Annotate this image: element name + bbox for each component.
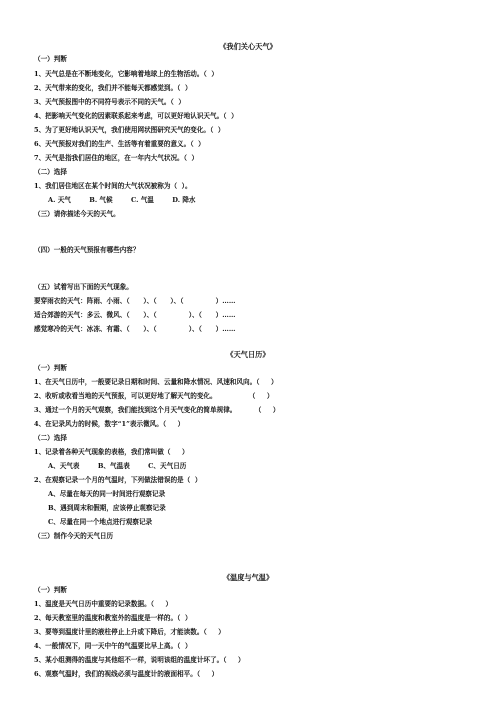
choice-question: 1、我们居住地区在某个时间的大气状况被称为（ ）。 — [34, 182, 192, 190]
judge-heading: （一）判断 — [34, 364, 67, 372]
judge-item: 2、天气带来的变化，我们并不能每天都感觉到。（ ） — [34, 84, 192, 92]
judge-item: 2、收听或收看当地的天气预报，可以更好地了解天气的变化。 （ ） — [34, 392, 274, 400]
choice-options: A. 天气 B. 气候 C. 气温 D. 降水 — [48, 196, 196, 204]
make-heading: （三）制作今天的天气日历 — [34, 532, 114, 540]
write-item: 要穿雨衣的天气：阵雨、小雨、（ ）、（ ）、（ ）…… — [34, 297, 236, 305]
choice-heading: （二）选择 — [34, 434, 67, 442]
judge-item: 3、天气预报图中的不同符号表示不同的天气。（ ） — [34, 98, 185, 106]
judge-item: 1、天气总是在不断地变化，它影响着地球上的生物活动。（ ） — [34, 70, 218, 78]
judge-item: 6、天气预报对我们的生产、生活等有着重要的意义。（ ） — [34, 140, 205, 148]
choice-options: A、天气表 B、气温表 C、天气日历 — [48, 462, 187, 470]
judge-item: 4、在记录风力的时候，数字“1”表示微风。（ ） — [34, 420, 185, 428]
judge-item: 4、把影响天气变化的因素联系起来考虑，可以更好地认识天气。（ ） — [34, 112, 238, 120]
section-title-temperature: 《温度与气温》 — [222, 573, 274, 582]
judge-item: 6、观察气温时，我们的视线必须与温度计的液面相平。（ ） — [34, 670, 219, 678]
write-heading: （五）试着写出下面的天气现象。 — [34, 283, 133, 291]
judge-item: 1、温度是天气日历中重要的记录数据。（ ） — [34, 600, 173, 608]
judge-heading: （一）判断 — [34, 586, 67, 594]
judge-item: 3、要等到温度计里的液柱停止上升或下降后，才能读数。（ ） — [34, 628, 225, 636]
judge-item: 5、某小组测得的温度与其他组不一样，说明该组的温度计坏了。（ ） — [34, 656, 245, 664]
judge-item: 7、天气是指我们居住的地区，在一年内大气状况。（ ） — [34, 154, 199, 162]
choice-question: 2、在观察记录一个月的气温时，下列做法错误的是（ ） — [34, 476, 202, 484]
forecast-heading: （四）一般的天气预报有哪些内容？ — [34, 246, 140, 254]
section-title-weather: 《我们关心天气》 — [219, 42, 277, 51]
choice-heading: （二）选择 — [34, 168, 67, 176]
describe-heading: （三）请你描述今天的天气。 — [34, 210, 120, 218]
judge-item: 1、在天气日历中，一般要记录日期和时间、云量和降水情况、风速和风向。（ ） — [34, 378, 278, 386]
section-title-calendar: 《天气日历》 — [226, 350, 270, 359]
choice-option: B、遇到周末和假期，应该停止观察记录 — [48, 504, 166, 512]
choice-question: 1、记录着各种天气现象的表格，我们常叫做（ ） — [34, 448, 189, 456]
judge-item: 2、每天教室里的温度和教室外的温度是一样的。（ ） — [34, 614, 192, 622]
judge-item: 5、为了更好地认识天气，我们使用网状图研究天气的变化。（ ） — [34, 126, 225, 134]
write-item: 感觉寒冷的天气：冰冻、有霜、（ ）、（ ）、（ ）…… — [34, 325, 236, 333]
write-item: 适合郊游的天气：多云、微风、（ ）、（ ）、（ ）…… — [34, 311, 236, 319]
judge-item: 3、通过一个月的天气观察，我们能找到这个月天气变化的简单规律。 （ ） — [34, 406, 280, 414]
judge-item: 4、一般情况下，同一天中午的气温要比早上高。（ ） — [34, 642, 192, 650]
judge-heading: （一）判断 — [34, 55, 67, 63]
choice-option: C、尽量在同一个地点进行观察记录 — [48, 518, 153, 526]
choice-option: A、尽量在每天的同一时间进行观察记录 — [48, 490, 166, 498]
